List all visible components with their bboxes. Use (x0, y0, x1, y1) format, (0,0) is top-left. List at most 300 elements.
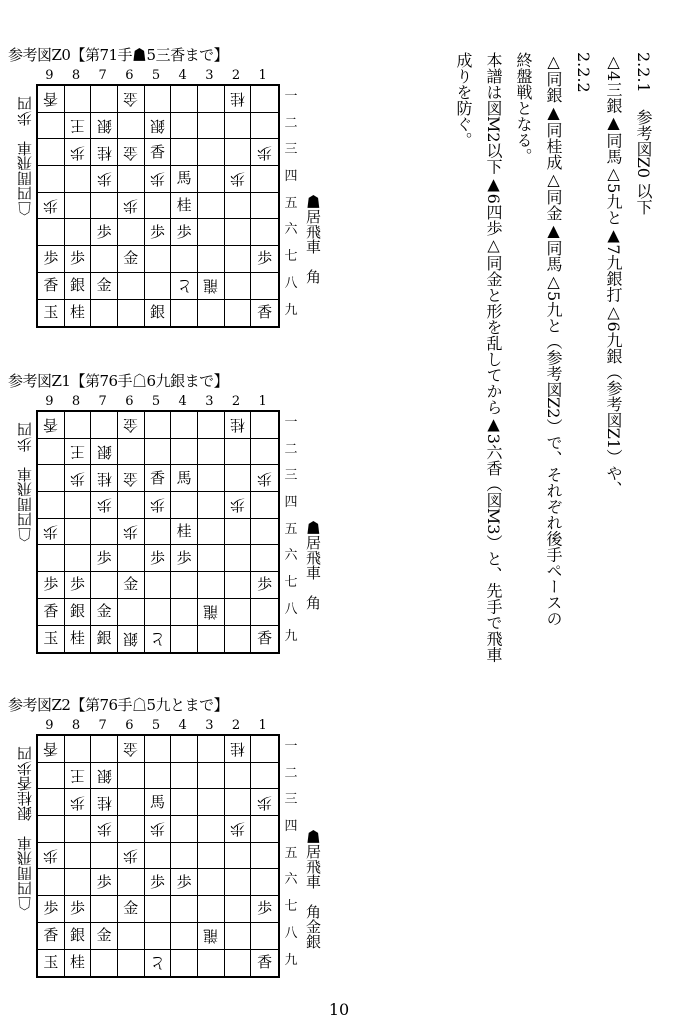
board-square (251, 86, 278, 113)
body-text (448, 52, 658, 692)
board-square (251, 923, 278, 950)
board-square (118, 439, 145, 466)
sente-piece: 歩 (43, 575, 59, 594)
board-square (118, 572, 145, 599)
gote-piece: 歩 (43, 197, 59, 216)
sente-piece: 歩 (69, 575, 85, 594)
rank-label: 三 (284, 142, 298, 158)
sente-piece: 金 (96, 602, 112, 621)
board-square (225, 950, 252, 977)
gote-piece: 歩 (229, 820, 245, 839)
board-square (145, 465, 172, 492)
gote-piece: と (149, 954, 165, 973)
board-square (251, 166, 278, 193)
board-square (145, 439, 172, 466)
gote-piece: 王 (69, 443, 85, 462)
sente-piece: 桂 (69, 303, 85, 322)
board-square (65, 789, 92, 816)
board-square (198, 246, 225, 273)
board-square (225, 492, 252, 519)
board-square (225, 843, 252, 870)
board-square (38, 273, 65, 300)
board-square (91, 273, 118, 300)
board-square (145, 923, 172, 950)
board-square (38, 519, 65, 546)
file-labels (36, 68, 276, 84)
board-square (171, 736, 198, 763)
board-square (38, 763, 65, 790)
sente-piece: 金 (123, 575, 139, 594)
board-square (118, 86, 145, 113)
board-square (38, 950, 65, 977)
sente-piece: 歩 (149, 222, 165, 241)
board-square (38, 572, 65, 599)
board-square (145, 193, 172, 220)
board-square (171, 439, 198, 466)
section-heading-2-2-2: 2.2.2 (574, 52, 593, 93)
board-square (91, 599, 118, 626)
gote-piece: 歩 (43, 847, 59, 866)
section-heading-2-2-1: 2.2.1 参考図Z0 以下 (634, 52, 653, 216)
board-square (198, 439, 225, 466)
file-label: 7 (98, 394, 107, 409)
file-label: 9 (45, 68, 54, 83)
board-square (65, 86, 92, 113)
board-square (145, 572, 172, 599)
rank-label: 八 (284, 925, 298, 941)
board-square (65, 896, 92, 923)
board-square (198, 300, 225, 327)
board-square (171, 789, 198, 816)
board-square (38, 816, 65, 843)
file-label: 1 (258, 718, 267, 733)
board-square (91, 950, 118, 977)
gote-piece: 銀 (96, 117, 112, 136)
board-square (198, 412, 225, 439)
sente-piece: 玉 (43, 953, 59, 972)
file-label: 1 (258, 394, 267, 409)
board-square (171, 273, 198, 300)
board-square (65, 816, 92, 843)
board-square (225, 139, 252, 166)
board-square (65, 193, 92, 220)
sente-piece: 歩 (257, 899, 273, 918)
board-square (251, 896, 278, 923)
board-square (251, 763, 278, 790)
board-square (225, 166, 252, 193)
page-number: 10 (328, 1000, 350, 1019)
board-square (171, 519, 198, 546)
board-square (145, 599, 172, 626)
board-square (118, 950, 145, 977)
board-square (91, 166, 118, 193)
board-square (65, 599, 92, 626)
sente-piece: 金 (123, 899, 139, 918)
paragraph: 終盤戦となる。 (514, 52, 533, 164)
board-square (225, 439, 252, 466)
rank-labels (282, 84, 300, 324)
board-square (251, 599, 278, 626)
rank-label: 六 (284, 548, 298, 564)
board-square (198, 219, 225, 246)
gote-piece: と (176, 277, 192, 296)
sente-piece: 桂 (176, 196, 192, 215)
board-square (225, 816, 252, 843)
board-square (118, 789, 145, 816)
board-square (171, 545, 198, 572)
sente-piece: 桂 (69, 953, 85, 972)
board-square (91, 139, 118, 166)
board-square (65, 763, 92, 790)
sente-piece: 歩 (43, 899, 59, 918)
sente-hand: ☗居飛車 角金銀 (304, 829, 322, 949)
rank-label: 二 (284, 441, 298, 457)
board-square (225, 465, 252, 492)
gote-piece: 歩 (123, 197, 139, 216)
board-square (225, 246, 252, 273)
file-label: 9 (45, 394, 54, 409)
file-label: 7 (98, 718, 107, 733)
board-square (198, 736, 225, 763)
board-square (38, 139, 65, 166)
board-square (65, 246, 92, 273)
board-square (65, 492, 92, 519)
gote-piece: 桂 (96, 793, 112, 812)
board-square (145, 626, 172, 653)
rank-label: 一 (284, 415, 298, 430)
board-square (198, 789, 225, 816)
gote-piece: 銀 (149, 117, 165, 136)
board-square (118, 492, 145, 519)
rank-label: 七 (284, 575, 298, 591)
board-square (198, 465, 225, 492)
board-square (251, 139, 278, 166)
board-square (171, 763, 198, 790)
board-square (251, 465, 278, 492)
board-square (251, 300, 278, 327)
board-square (118, 626, 145, 653)
rank-label: 二 (284, 765, 298, 781)
board-square (91, 465, 118, 492)
board-square (91, 843, 118, 870)
file-label: 2 (231, 718, 241, 733)
board-square (91, 789, 118, 816)
sente-piece: 香 (149, 468, 165, 487)
diagram-z2 (8, 694, 328, 994)
board-square (225, 219, 252, 246)
board-square (38, 113, 65, 140)
board-square (251, 113, 278, 140)
sente-piece: 玉 (43, 303, 59, 322)
board-square (145, 736, 172, 763)
board-square (171, 412, 198, 439)
gote-piece: 桂 (229, 416, 245, 435)
sente-piece: 金 (96, 276, 112, 295)
board-square (65, 300, 92, 327)
board-square (198, 763, 225, 790)
file-label: 5 (151, 394, 161, 409)
board-square (171, 166, 198, 193)
board-square (91, 412, 118, 439)
board-square (171, 193, 198, 220)
board-square (251, 519, 278, 546)
board-square (171, 896, 198, 923)
board-square (198, 923, 225, 950)
gote-hand: ☖四間飛車 歩四 (16, 96, 34, 216)
board-square (251, 816, 278, 843)
sente-hand: ☗居飛車 角 (304, 520, 322, 610)
gote-piece: 金 (123, 469, 139, 488)
board-square (91, 763, 118, 790)
board-square (65, 572, 92, 599)
rank-label: 四 (284, 495, 298, 511)
rank-label: 一 (284, 739, 298, 754)
board-square (251, 439, 278, 466)
board-square (225, 113, 252, 140)
board-square (65, 273, 92, 300)
rank-label: 三 (284, 468, 298, 484)
gote-piece: 歩 (69, 793, 85, 812)
board-square (65, 626, 92, 653)
gote-piece: 桂 (96, 143, 112, 162)
file-label: 5 (151, 68, 161, 83)
sente-piece: 銀 (149, 303, 165, 322)
board-square (145, 950, 172, 977)
file-label: 5 (151, 718, 161, 733)
board-square (91, 246, 118, 273)
sente-piece: 歩 (96, 872, 112, 891)
board-square (171, 816, 198, 843)
gote-piece: 歩 (96, 170, 112, 189)
board-square (225, 896, 252, 923)
board-square (118, 736, 145, 763)
file-label: 6 (125, 68, 134, 83)
board-square (118, 113, 145, 140)
rank-label: 五 (284, 521, 298, 537)
board-square (91, 626, 118, 653)
gote-piece: 龍 (203, 927, 219, 946)
board-square (65, 439, 92, 466)
board-square (171, 219, 198, 246)
rank-label: 九 (284, 952, 298, 968)
paragraph: △4三銀▲同馬△5九と▲7九銀打△6九銀（参考図Z1）や、 (604, 52, 623, 498)
board-square (91, 439, 118, 466)
gote-hand: ☖四間飛車 歩四 (16, 422, 34, 542)
diagram-title: 参考図Z0【第71手☗5三香まで】 (8, 46, 229, 64)
sente-piece: 歩 (96, 548, 112, 567)
gote-piece: 歩 (257, 469, 273, 488)
gote-piece: 歩 (43, 523, 59, 542)
paragraph: 本譜は図M2以下▲6四歩△同金と形を乱してから▲3六香（図M3）と、先手で飛車 (484, 52, 503, 663)
rank-label: 五 (284, 845, 298, 861)
board-square (198, 492, 225, 519)
board-square (198, 599, 225, 626)
board-square (38, 412, 65, 439)
board-square (118, 412, 145, 439)
board-square (171, 843, 198, 870)
board-square (91, 113, 118, 140)
board-square (198, 273, 225, 300)
board-square (65, 545, 92, 572)
board-square (198, 519, 225, 546)
board-square (251, 412, 278, 439)
board-square (145, 273, 172, 300)
board-square (38, 599, 65, 626)
sente-piece: 歩 (43, 249, 59, 268)
rank-label: 七 (284, 249, 298, 265)
gote-piece: と (149, 630, 165, 649)
board-square (145, 300, 172, 327)
board-square (38, 166, 65, 193)
board-square (65, 843, 92, 870)
board-square (38, 219, 65, 246)
board-square (251, 572, 278, 599)
shogi-board (36, 734, 280, 978)
gote-piece: 歩 (149, 496, 165, 515)
board-square (118, 219, 145, 246)
board-square (65, 736, 92, 763)
sente-piece: 銀 (69, 602, 85, 621)
file-label: 1 (258, 68, 267, 83)
sente-piece: 歩 (149, 548, 165, 567)
gote-hand: ☖四間飛車 銀桂香歩四 (16, 746, 34, 911)
gote-piece: 歩 (96, 820, 112, 839)
board-square (225, 86, 252, 113)
board-square (91, 869, 118, 896)
sente-piece: 香 (257, 953, 273, 972)
rank-label: 八 (284, 601, 298, 617)
board-square (251, 950, 278, 977)
rank-label: 四 (284, 819, 298, 835)
gote-piece: 歩 (96, 496, 112, 515)
board-square (38, 896, 65, 923)
board-square (198, 843, 225, 870)
board-square (118, 166, 145, 193)
board-square (65, 519, 92, 546)
sente-piece: 馬 (149, 792, 165, 811)
board-square (251, 789, 278, 816)
gote-piece: 銀 (123, 630, 139, 649)
board-square (118, 519, 145, 546)
file-label: 9 (45, 718, 54, 733)
board-square (251, 193, 278, 220)
board-square (118, 599, 145, 626)
file-label: 6 (125, 394, 134, 409)
board-square (198, 113, 225, 140)
sente-piece: 金 (96, 926, 112, 945)
rank-labels (282, 410, 300, 650)
sente-hand: ☗居飛車 角 (304, 194, 322, 284)
file-label: 6 (125, 718, 134, 733)
board-square (145, 519, 172, 546)
board-square (65, 412, 92, 439)
gote-piece: 歩 (69, 143, 85, 162)
gote-piece: 銀 (96, 443, 112, 462)
shogi-board (36, 84, 280, 328)
board-square (171, 869, 198, 896)
board-square (65, 923, 92, 950)
board-square (251, 246, 278, 273)
board-square (118, 465, 145, 492)
board-square (38, 492, 65, 519)
board-square (65, 166, 92, 193)
board-square (38, 545, 65, 572)
board-square (145, 219, 172, 246)
board-square (225, 763, 252, 790)
paragraph: 成りを防ぐ。 (454, 52, 473, 148)
board-square (91, 816, 118, 843)
board-square (118, 896, 145, 923)
board-square (225, 572, 252, 599)
board-square (251, 219, 278, 246)
sente-piece: 桂 (69, 629, 85, 648)
board-square (225, 869, 252, 896)
rank-label: 七 (284, 899, 298, 915)
board-square (38, 439, 65, 466)
board-square (38, 843, 65, 870)
board-square (198, 139, 225, 166)
board-square (225, 599, 252, 626)
file-label: 4 (178, 718, 187, 733)
board-square (171, 950, 198, 977)
board-square (38, 789, 65, 816)
sente-piece: 歩 (176, 872, 192, 891)
gote-piece: 歩 (123, 847, 139, 866)
gote-piece: 金 (123, 416, 139, 435)
board-square (91, 86, 118, 113)
sente-piece: 歩 (176, 222, 192, 241)
board-square (171, 923, 198, 950)
sente-piece: 銀 (96, 629, 112, 648)
board-square (171, 492, 198, 519)
board-square (38, 736, 65, 763)
rank-label: 六 (284, 872, 298, 888)
board-square (65, 869, 92, 896)
board-square (198, 869, 225, 896)
board-square (91, 896, 118, 923)
board-square (251, 869, 278, 896)
board-square (251, 626, 278, 653)
sente-piece: 桂 (176, 522, 192, 541)
board-square (145, 869, 172, 896)
gote-piece: 歩 (229, 170, 245, 189)
board-square (65, 950, 92, 977)
paragraph: △同銀▲同桂成△同金▲同馬△5九と（参考図Z2）で、それぞれ後手ペースの (544, 52, 563, 627)
board-square (118, 193, 145, 220)
board-square (198, 816, 225, 843)
board-square (171, 86, 198, 113)
gote-piece: 王 (69, 117, 85, 136)
board-square (65, 139, 92, 166)
board-square (198, 896, 225, 923)
board-square (198, 545, 225, 572)
gote-piece: 龍 (203, 277, 219, 296)
file-label: 4 (178, 68, 187, 83)
board-square (38, 246, 65, 273)
board-square (118, 843, 145, 870)
board-square (91, 300, 118, 327)
board-square (38, 193, 65, 220)
gote-piece: 金 (123, 740, 139, 759)
board-square (171, 626, 198, 653)
file-label: 3 (205, 718, 214, 733)
shogi-board (36, 410, 280, 654)
sente-piece: 香 (257, 303, 273, 322)
sente-piece: 銀 (69, 276, 85, 295)
gote-piece: 歩 (69, 469, 85, 488)
board-square (198, 166, 225, 193)
board-square (65, 465, 92, 492)
